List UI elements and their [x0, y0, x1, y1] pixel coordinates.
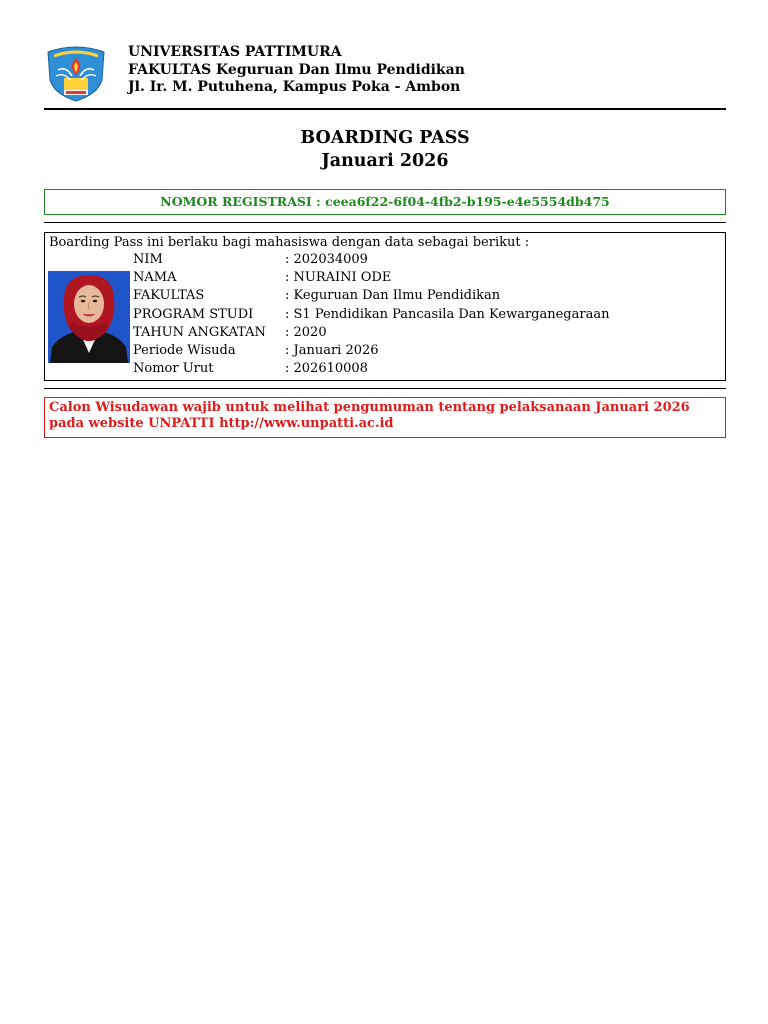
university-emblem-icon [44, 44, 108, 102]
detail-value: : 202034009 [285, 252, 368, 267]
student-photo [48, 271, 130, 363]
university-name: UNIVERSITAS PATTIMURA [128, 44, 342, 60]
faculty-name: FAKULTAS Keguruan Dan Ilmu Pendidikan [128, 61, 465, 78]
detail-label: Nomor Urut [133, 361, 214, 377]
title-main: BOARDING PASS [300, 128, 470, 148]
letterhead-text [128, 44, 465, 97]
university-address: Jl. Ir. M. Putuhena, Kampus Poka - Ambon [128, 79, 461, 95]
section-divider-bottom [44, 388, 726, 389]
registration-number-box [44, 189, 726, 215]
detail-value: : 2020 [285, 324, 327, 340]
document-title [44, 127, 726, 173]
detail-label: Periode Wisuda [133, 342, 236, 358]
detail-label: NIM [133, 252, 163, 267]
notice-text: Calon Wisudawan wajib untuk melihat pengumuman tentang pelaksanaan Januari 2026 pada website UNPATTI http://www.unpatti.ac.id [49, 400, 690, 431]
registration-number: NOMOR REGISTRASI : ceea6f22-6f04-4fb2-b195-e4e5554db475 [160, 194, 610, 209]
detail-value: : S1 Pendidikan Pancasila Dan Kewarganegaraan [285, 306, 610, 322]
section-divider-top [44, 222, 726, 223]
student-info-box [44, 232, 726, 381]
detail-value: : Keguruan Dan Ilmu Pendidikan [285, 288, 501, 304]
detail-label: NAMA [133, 270, 177, 286]
detail-value: : NURAINI ODE [285, 270, 392, 286]
title-period: Januari 2026 [321, 151, 449, 171]
detail-label: TAHUN ANGKATAN [133, 324, 266, 340]
detail-label: FAKULTAS [133, 288, 205, 304]
info-intro: Boarding Pass ini berlaku bagi mahasiswa dengan data sebagai berikut : [49, 235, 530, 250]
header-divider [44, 108, 726, 110]
letterhead [44, 42, 726, 102]
detail-value: : 202610008 [285, 361, 368, 377]
detail-label: PROGRAM STUDI [133, 306, 254, 322]
detail-value: : Januari 2026 [285, 342, 379, 358]
graduation-notice [44, 397, 726, 438]
